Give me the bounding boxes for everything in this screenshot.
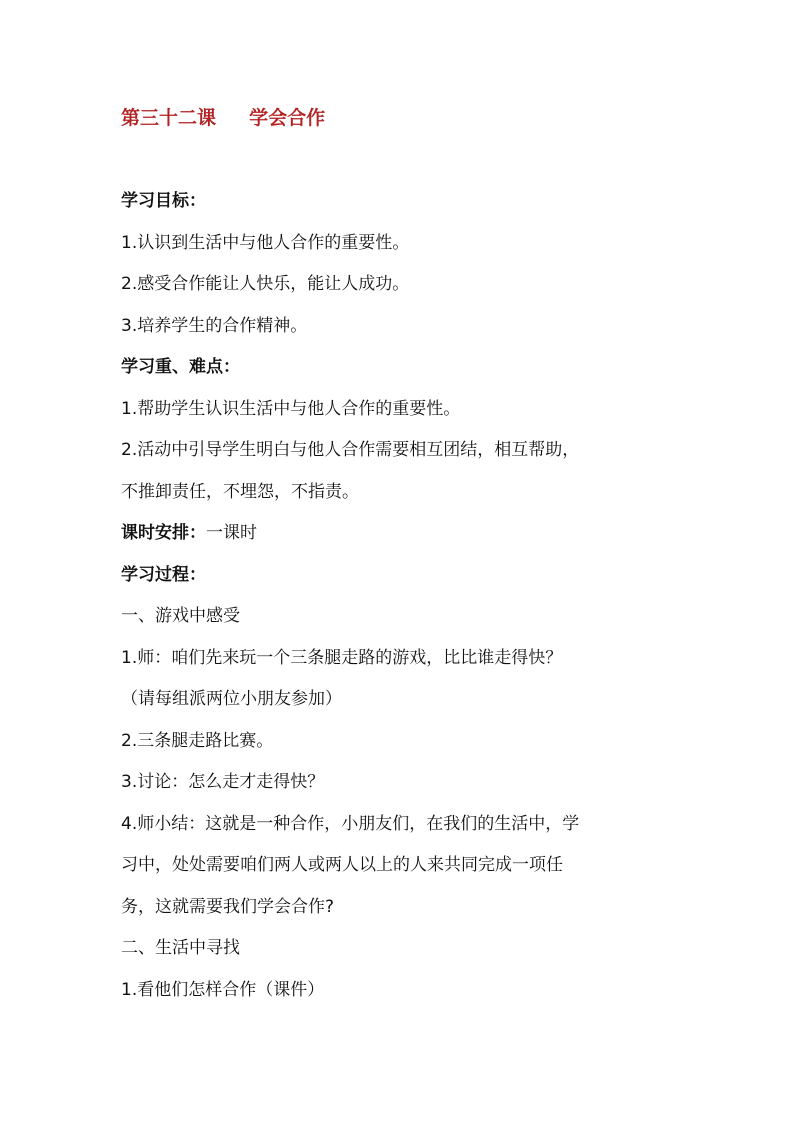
objective-line-1: 1.认识到生活中与他人合作的重要性。 [121, 233, 410, 253]
schedule-line [121, 519, 257, 547]
section-heading-objectives: 学习目标： [121, 191, 206, 211]
process-line-1: 1.师：咱们先来玩一个三条腿走路的游戏，比比谁走得快？ [121, 648, 563, 668]
section-heading-key-points: 学习重、难点： [121, 357, 240, 377]
process-part-2-heading: 二、生活中寻找 [121, 938, 240, 958]
objective-line-3: 3.培养学生的合作精神。 [121, 316, 308, 336]
key-point-line-1: 1.帮助学生认识生活中与他人合作的重要性。 [121, 399, 461, 419]
key-point-line-2: 2.活动中引导学生明白与他人合作需要相互团结，相互帮助， [121, 440, 580, 460]
process-line-4-cont-1: 习中，处处需要咱们两人或两人以上的人来共同完成一项任 [121, 855, 563, 875]
objective-line-2: 2.感受合作能让人快乐，能让人成功。 [121, 274, 410, 294]
schedule-label: 课时安排： [121, 523, 206, 543]
key-point-line-2-cont: 不推卸责任，不埋怨，不指责。 [121, 482, 359, 502]
process-line-4-cont-2: 务，这就需要我们学会合作? [121, 897, 335, 917]
process-line-4: 4.师小结：这就是一种合作，小朋友们，在我们的生活中，学 [121, 814, 580, 834]
process-line-3: 3.讨论：怎么走才走得快？ [121, 772, 325, 792]
process-line-1-note: （请每组派两位小朋友参加） [121, 689, 342, 709]
schedule-value: 一课时 [206, 523, 257, 543]
process-line-2: 2.三条腿走路比赛。 [121, 731, 274, 751]
process-part-2-line-1: 1.看他们怎样合作（课件） [121, 980, 325, 1000]
section-heading-process: 学习过程： [121, 565, 206, 585]
process-part-1-heading: 一、游戏中感受 [121, 606, 240, 626]
lesson-title: 第三十二课 学会合作 [121, 107, 326, 129]
